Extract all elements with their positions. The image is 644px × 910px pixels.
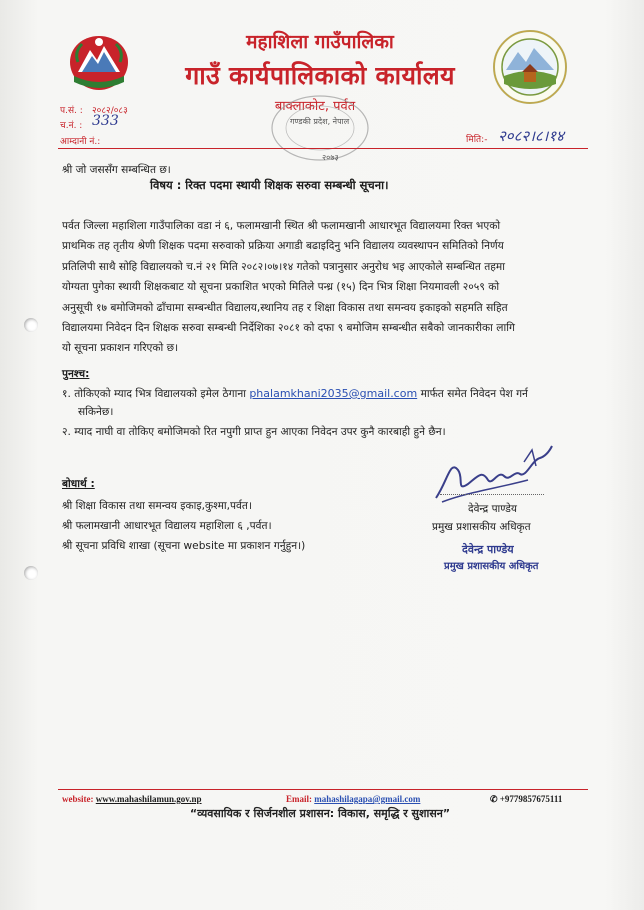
subject-line: विषय : रिक्त पदमा स्थायी शिक्षक सरुवा सम्बन्धी सूचना। <box>150 178 389 192</box>
header-divider <box>58 148 588 149</box>
phone-icon: ✆ <box>490 794 498 804</box>
signatory-name: देवेन्द्र पाण्डेय <box>468 503 517 515</box>
footer-website <box>62 794 202 804</box>
cc-item: श्री फलामखानी आधारभूत विद्यालय महाशिला ६ ,पर्वत। <box>62 520 272 532</box>
ps-value: २०८२/०८३ <box>92 106 128 116</box>
cc-item: श्री शिक्षा विकास तथा समन्वय इकाइ,कुश्मा,पर्वत। <box>62 500 252 512</box>
signature-icon <box>428 440 558 510</box>
nepal-emblem-icon <box>64 32 134 94</box>
awani-label: आम्दानी नं.: <box>60 137 101 147</box>
body-line: योग्यता पुगेका स्थायी शिक्षकबाट यो सूचना प्रकाशित भएको मितिले पन्ध्र (१५) दिन भित्र शिक्षा नियमावली २०५९ को <box>62 281 500 294</box>
note-1-continuation: सकिनेछ। <box>78 406 114 418</box>
salutation: श्री जो जससँग सम्बन्धित छ। <box>62 164 171 176</box>
cc-item: श्री सूचना प्रविधि शाखा (सूचना website मा प्रकाशन गर्नुहुन।) <box>62 540 306 552</box>
date-label: मिति:- <box>466 135 488 145</box>
cn-label: च.नं. : <box>60 121 83 131</box>
website-label: website: <box>62 794 94 804</box>
stamp-name: देवेन्द्र पाण्डेय <box>462 543 514 556</box>
email-link[interactable]: mahashilagapa@gmail.com <box>314 794 421 804</box>
body-line: प्रतिलिपी साथै सोहि विद्यालयको च.नं २१ मिति २०८२।०७।१४ गतेको पत्रानुसार अनुरोध भइ आएकोले सम्बन्धित तहमा <box>62 260 505 273</box>
signature-line <box>440 494 544 495</box>
date-value: २०८२।८।१४ <box>498 127 564 145</box>
body-paragraph <box>62 216 590 359</box>
note-2: २. म्याद नाघी वा तोकिए बमोजिमको रित नपुगी प्राप्त हुन आएका निवेदन उपर कुनै कारबाही हुने छैन। <box>62 426 446 438</box>
email-label: Email: <box>286 794 312 804</box>
office-address: बाक्लाकोट, पर्वत <box>274 99 356 114</box>
punch-hole-bottom <box>24 566 38 580</box>
office-seal-stamp <box>268 92 372 164</box>
body-line: यो सूचना प्रकाशन गरिएको छ। <box>62 342 179 355</box>
punch-hole-top <box>24 318 38 332</box>
signatory-title: प्रमुख प्रशासकीय अधिकृत <box>432 521 531 533</box>
seal-text-year: २०७३ <box>322 153 339 162</box>
body-line: पर्वत जिल्ला महाशिला गाउँपालिका वडा नं ६, फलामखानी स्थित श्री फलामखानी आधारभूत विद्यालयमा रिक्त भएको <box>62 220 501 232</box>
municipality-name: महाशिला गाउँपालिका <box>246 31 394 53</box>
seal-text-province: गण्डकी प्रदेश, नेपाल <box>290 117 350 126</box>
punashcha-heading: पुनश्च: <box>62 368 90 380</box>
municipality-logo-icon <box>490 28 570 106</box>
office-name: गाउँ कार्यपालिकाको कार्यालय <box>185 61 455 90</box>
phone-number: +9779857675111 <box>499 794 563 804</box>
stamp-title: प्रमुख प्रशासकीय अधिकृत <box>444 561 539 572</box>
website-link[interactable]: www.mahashilamun.gov.np <box>95 794 202 804</box>
footer-divider <box>58 789 588 790</box>
note-1-suffix: मार्फत समेत निवेदन पेश गर्न <box>420 388 528 400</box>
body-line: विद्यालयमा निवेदन दिन शिक्षक सरुवा सम्बन्धी निर्देशिका २०८१ को दफा ९ बमोजिम सम्बन्धीत सबैको जानकारीका लागि <box>62 322 515 335</box>
body-line: प्राथमिक तह तृतीय श्रेणी शिक्षक पदमा सरुवाको प्रक्रिया अगाडी बढाइदिनु भनि विद्यालय व्यवस्थापन समितिको निर्णय <box>62 240 504 253</box>
footer-phone <box>490 794 562 805</box>
footer-slogan: “व्यवसायिक र सिर्जनशील प्रशासन: विकास, समृद्धि र सुशासन” <box>189 807 451 820</box>
bodhartha-heading: बोधार्थ : <box>62 478 95 490</box>
school-email-link[interactable]: phalamkhani2035@gmail.com <box>249 387 418 400</box>
note-1-prefix: १. तोकिएको म्याद भित्र विद्यालयको इमेल ठेगाना <box>62 388 246 400</box>
footer-email <box>286 794 420 804</box>
note-1 <box>62 384 592 404</box>
ps-label: प.सं. : <box>60 106 83 116</box>
cn-value: 333 <box>92 113 119 129</box>
body-line: अनुसूची १७ बमोजिमको ढाँचामा सम्बन्धीत विद्यालय,स्थानिय तह र शिक्षा विकास तथा समन्वय इकाइको सहमति सहित <box>62 301 508 314</box>
